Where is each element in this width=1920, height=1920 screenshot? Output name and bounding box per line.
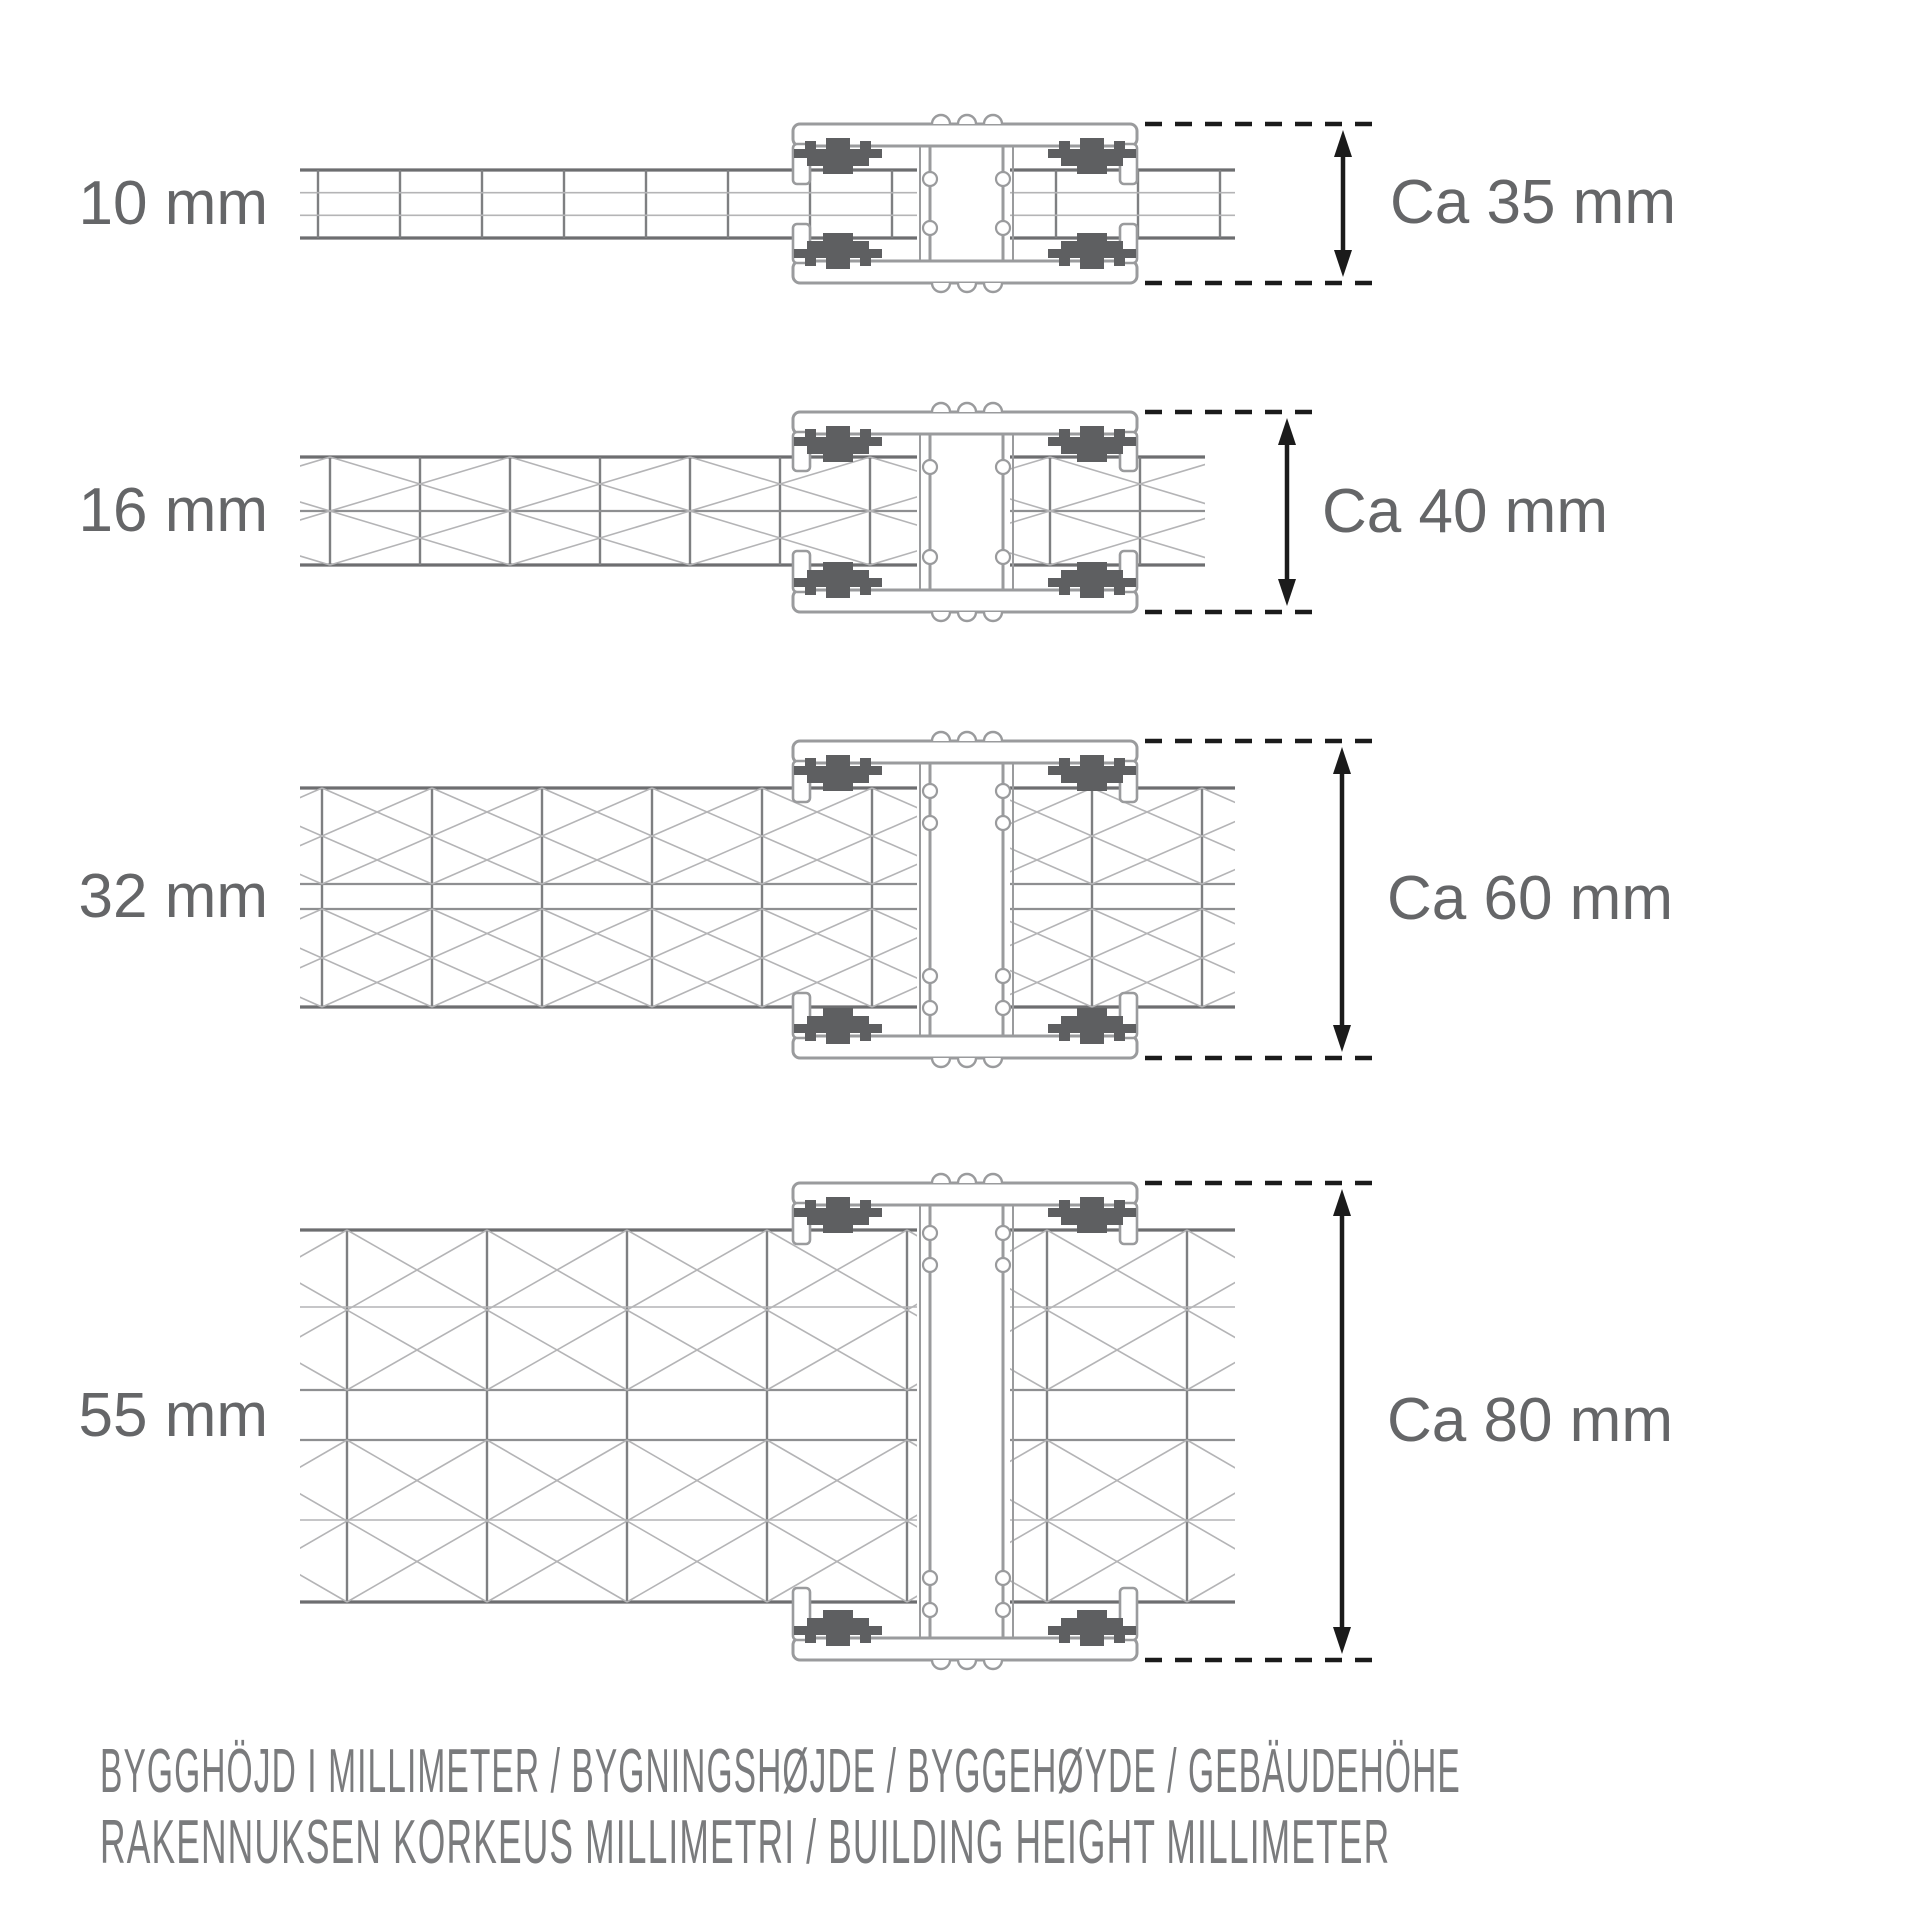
connector-profile-row-4	[793, 1174, 1137, 1669]
building-height-label-80mm: Ca 80 mm	[1387, 1386, 1673, 1455]
height-dimension-row-1	[1145, 124, 1385, 283]
panel-thickness-label-55mm: 55 mm	[78, 1381, 268, 1450]
caption-line-2: RAKENNUKSEN KORKEUS MILLIMETRI / BUILDING HEIGHT MILLIMETER	[100, 1808, 1391, 1877]
caption-line-1: BYGGHÖJD I MILLIMETER / BYGNINGSHØJDE / BYGGEHØYDE / GEBÄUDEHÖHE	[100, 1737, 1461, 1806]
panel-sheet-row-1	[300, 170, 1235, 238]
panel-thickness-label-32mm: 32 mm	[78, 862, 268, 931]
building-height-label-35mm: Ca 35 mm	[1390, 168, 1676, 237]
height-dimension-row-4	[1145, 1183, 1377, 1660]
building-height-label-60mm: Ca 60 mm	[1387, 864, 1673, 933]
connector-profile-row-1	[793, 115, 1137, 292]
connector-profile-row-3	[793, 732, 1137, 1067]
panel-thickness-label-16mm: 16 mm	[78, 476, 268, 545]
building-height-label-40mm: Ca 40 mm	[1322, 477, 1608, 546]
panel-thickness-label-10mm: 10 mm	[78, 169, 268, 238]
